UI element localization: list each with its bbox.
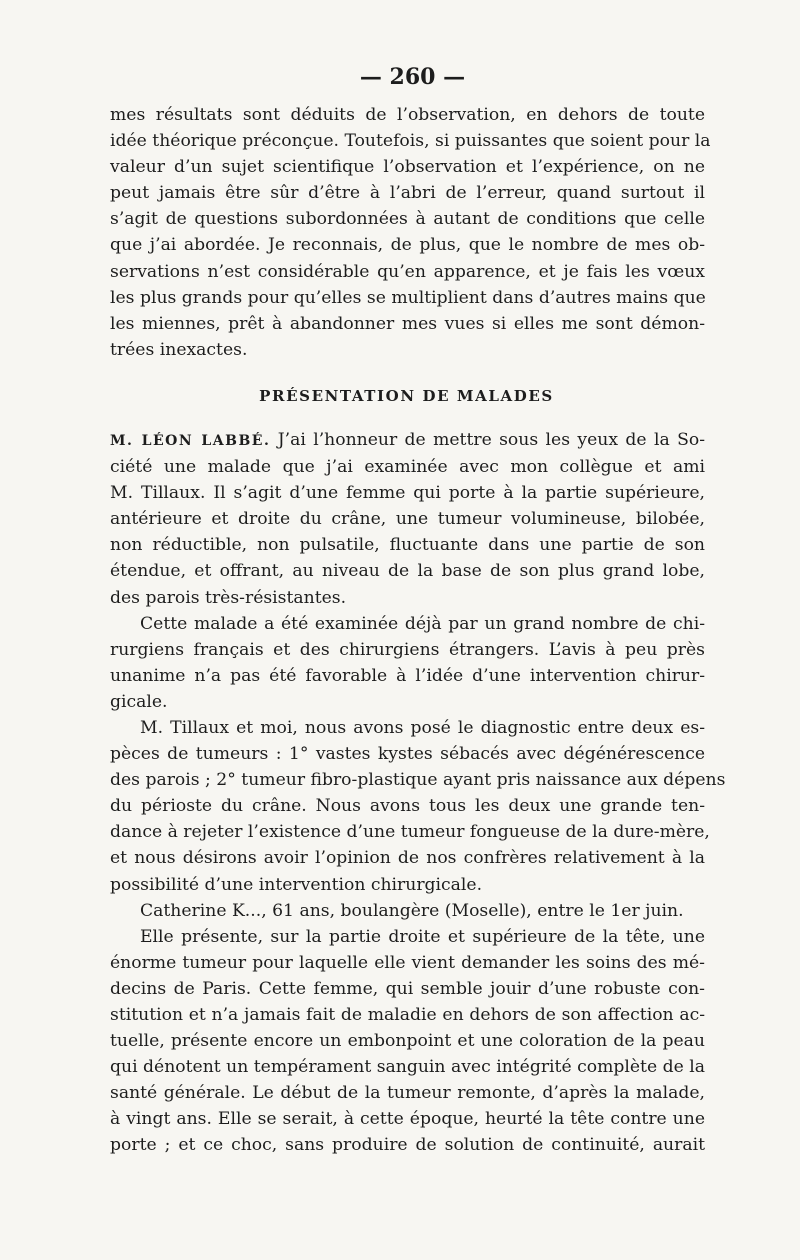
text-line: pèces de tumeurs : 1° vastes kystes sébacés avec dégénérescence (110, 744, 705, 765)
text-line: dance à rejeter l’existence d’une tumeur fongueuse de la dure-mère, (110, 822, 710, 843)
text-line: rurgiens français et des chirurgiens étrangers. L’avis à peu près (110, 639, 705, 660)
text-line: Catherine K..., 61 ans, boulangère (Moselle), entre le 1er juin. (140, 900, 684, 921)
text-line: porte ; et ce choc, sans produire de solution de continuité, aurait (110, 1135, 705, 1156)
text-line: énorme tumeur pour laquelle elle vient demander les soins des mé- (110, 952, 705, 973)
text-line: antérieure et droite du crâne, une tumeur volumineuse, bilobée, (110, 509, 705, 530)
text-line: étendue, et offrant, au niveau de la base de son plus grand lobe, (110, 561, 705, 582)
text-line: trées inexactes. (110, 339, 248, 360)
section-heading: PRÉSENTATION DE MALADES (259, 386, 554, 405)
text-line: Cette malade a été examinée déjà par un grand nombre de chi- (140, 613, 705, 634)
text-line: unanime n’a pas été favorable à l’idée d’une intervention chirur- (110, 665, 705, 686)
text-line: mes résultats sont déduits de l’observation, en dehors de toute (110, 105, 705, 125)
text-line: du périoste du crâne. Nous avons tous les deux une grande ten- (110, 796, 705, 817)
text-line: non réductible, non pulsatile, fluctuante dans une partie de son (110, 535, 705, 556)
text-line: servations n’est considérable qu’en apparence, et je fais les vœux (110, 261, 705, 282)
text-line: possibilité d’une intervention chirurgicale. (110, 874, 483, 895)
text-line: valeur d’un sujet scientifique l’observation et l’expérience, on ne (110, 157, 705, 178)
text-line: gicale. (110, 691, 168, 712)
text-line: stitution et n’a jamais fait de maladie en dehors de son affection ac- (110, 1005, 705, 1025)
text-line: des parois très-résistantes. (110, 587, 347, 608)
paragraph-case-history (110, 924, 705, 1159)
text-line: decins de Paris. Cette femme, qui semble jouir d’une robuste con- (110, 978, 705, 999)
text-line: idée théorique préconçue. Toutefois, si puissantes que soient pour la (110, 131, 711, 152)
text-line: santé générale. Le début de la tumeur remonte, d’après la malade, (110, 1083, 705, 1104)
presentation-paragraph (110, 427, 705, 611)
text-line: M. Tillaux. Il s’agit d’une femme qui porte à la partie supérieure, (110, 483, 705, 504)
paragraph-patient (110, 898, 705, 924)
speaker-line-text: J’ai l’honneur de mettre sous les yeux de la So- (270, 429, 705, 450)
speaker-line (110, 427, 705, 454)
text-line: que j’ai abordée. Je reconnais, de plus, que le nombre de mes ob- (110, 235, 705, 256)
text-line: à vingt ans. Elle se serait, à cette époque, heurté la tête contre une (110, 1109, 705, 1130)
text-line: qui dénotent un tempérament sanguin avec intégrité complète de la (110, 1057, 705, 1078)
text-line: des parois ; 2° tumeur fibro-plastique ayant pris naissance aux dépens (110, 770, 726, 791)
paragraph-examination (110, 611, 705, 715)
text-line: M. Tillaux et moi, nous avons posé le diagnostic entre deux es- (140, 717, 705, 738)
paragraph-diagnosis (110, 715, 726, 898)
text-line: s’agit de questions subordonnées à autant de conditions que celle (110, 209, 705, 230)
text-line: Elle présente, sur la partie droite et supérieure de la tête, une (140, 926, 705, 947)
text-line: les plus grands pour qu’elles se multiplient dans d’autres mains que (110, 287, 706, 308)
document-page (110, 62, 726, 1159)
text-line: ciété une malade que j’ai examinée avec mon collègue et ami (110, 457, 705, 478)
page-number: — 260 — (359, 64, 466, 90)
text-line: tuelle, présente encore un embonpoint et une coloration de la peau (110, 1031, 705, 1052)
text-line: les miennes, prêt à abandonner mes vues si elles me sont démon- (110, 313, 705, 334)
speaker-name: M. LÉON LABBÉ. (110, 432, 271, 449)
intro-paragraph (110, 102, 711, 363)
text-line: et nous désirons avoir l’opinion de nos confrères relativement à la (110, 848, 705, 869)
text-line: peut jamais être sûr d’être à l’abri de l’erreur, quand surtout il (110, 183, 705, 204)
